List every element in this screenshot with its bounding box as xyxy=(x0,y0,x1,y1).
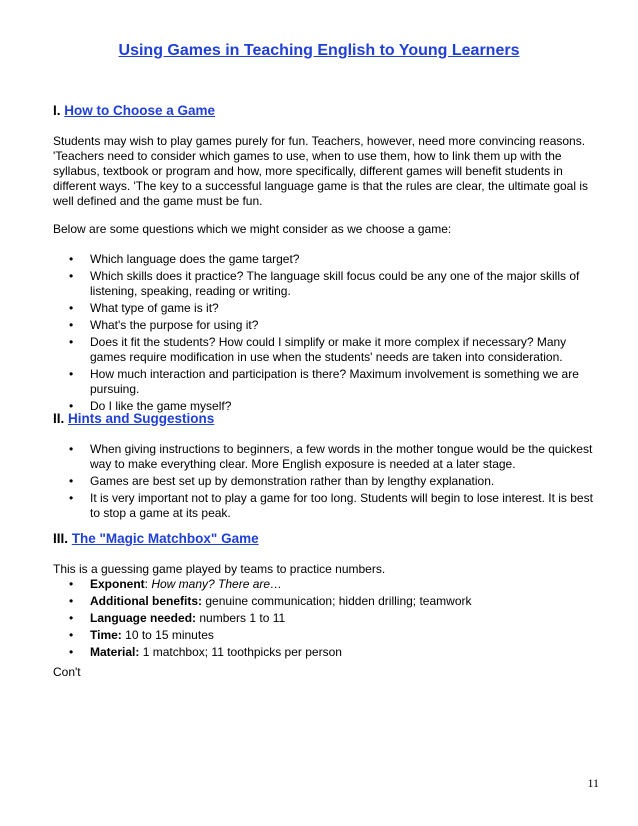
bullet-icon: • xyxy=(69,628,74,642)
section-1-intro: Below are some questions which we might consider as we choose a game: xyxy=(53,222,452,236)
detail-value: How many? There are… xyxy=(151,577,283,591)
list-item: • When giving instructions to beginners, a few words in the mother tongue would be the quickest way to make everything clear. More English exposure is needed at a later stage. xyxy=(69,442,593,471)
list-item: • It is very important not to play a game for too long. Students will begin to lose interest. It is best to stop a game at its peak. xyxy=(69,491,593,520)
bullet-icon: • xyxy=(69,474,74,488)
section-2-heading xyxy=(53,410,214,427)
list-item xyxy=(0,628,598,643)
section-1-number: I. xyxy=(53,103,65,118)
bullet-icon: • xyxy=(69,269,74,283)
section-2-hint-list xyxy=(0,442,598,523)
list-item xyxy=(0,594,598,609)
detail-label: Language needed: xyxy=(90,611,197,625)
detail-label: Exponent xyxy=(90,577,145,591)
detail-value: genuine communication; hidden drilling; teamwork xyxy=(205,594,472,608)
list-item: • What's the purpose for using it? xyxy=(69,318,259,332)
bullet-icon: • xyxy=(69,594,74,608)
list-item: • Does it fit the students? How could I simplify or make it more complex if necessary? Many games require modification in use when the students' needs are taken into consideration. xyxy=(69,335,567,364)
list-item xyxy=(0,611,598,626)
section-1-heading xyxy=(53,102,215,119)
bullet-icon: • xyxy=(69,611,74,625)
section-3-detail-list xyxy=(0,577,598,662)
bullet-icon: • xyxy=(69,318,74,332)
detail-label: Additional benefits: xyxy=(90,594,202,608)
list-item: • How much interaction and participation is there? Maximum involvement is something we are pursuing. xyxy=(69,367,579,396)
bullet-icon: • xyxy=(69,399,74,413)
detail-label: Time: xyxy=(90,628,122,642)
list-item: • What type of game is it? xyxy=(69,301,219,315)
bullet-icon: • xyxy=(69,645,74,659)
bullet-icon: • xyxy=(69,577,74,591)
document-title: Using Games in Teaching English to Young Learners xyxy=(118,42,520,59)
section-1-question-list xyxy=(0,252,598,416)
detail-label: Material: xyxy=(90,645,140,659)
section-1-heading-link[interactable]: How to Choose a Game xyxy=(64,103,216,118)
list-item xyxy=(0,645,598,660)
list-item: • Do I like the game myself? xyxy=(69,399,232,413)
section-3-number: III. xyxy=(53,531,72,546)
section-3-heading-link[interactable]: The "Magic Matchbox" Game xyxy=(71,531,259,546)
continued-note: Con't xyxy=(53,665,81,679)
section-3-intro: This is a guessing game played by teams to practice numbers. xyxy=(53,562,386,576)
bullet-icon: • xyxy=(69,491,74,505)
detail-value: numbers 1 to 11 xyxy=(199,611,286,625)
list-item: • Which skills does it practice? The language skill focus could be any one of the major skills of listening, speaking, reading or writing. xyxy=(69,269,580,298)
bullet-icon: • xyxy=(69,252,74,266)
list-item: • Games are best set up by demonstration rather than by lengthy explanation. xyxy=(69,474,495,488)
detail-value: 10 to 15 minutes xyxy=(125,628,214,642)
section-2-heading-link[interactable]: Hints and Suggestions xyxy=(68,411,215,426)
section-1-paragraph: Students may wish to play games purely for fun. Teachers, however, need more convincing reasons. 'Teachers need to consider which games to use, when to use them, how to link them up with the syllabus, textbook or program and how, more specifically, different games will benefit students in different ways. 'The key to a successful language game is that the rules are clear, the ultimate goal is well defined and the game must be fun. xyxy=(53,134,589,208)
section-3-heading xyxy=(53,530,259,547)
section-2-number: II. xyxy=(53,411,69,426)
bullet-icon: • xyxy=(69,442,74,456)
bullet-icon: • xyxy=(69,301,74,315)
list-item: • Exponent: How many? There are… xyxy=(69,577,283,591)
list-item: • Which language does the game target? xyxy=(69,252,300,266)
bullet-icon: • xyxy=(69,367,74,381)
page-number: 11 xyxy=(587,776,599,790)
bullet-icon: • xyxy=(69,335,74,349)
detail-value: 1 matchbox; 11 toothpicks per person xyxy=(142,645,342,659)
